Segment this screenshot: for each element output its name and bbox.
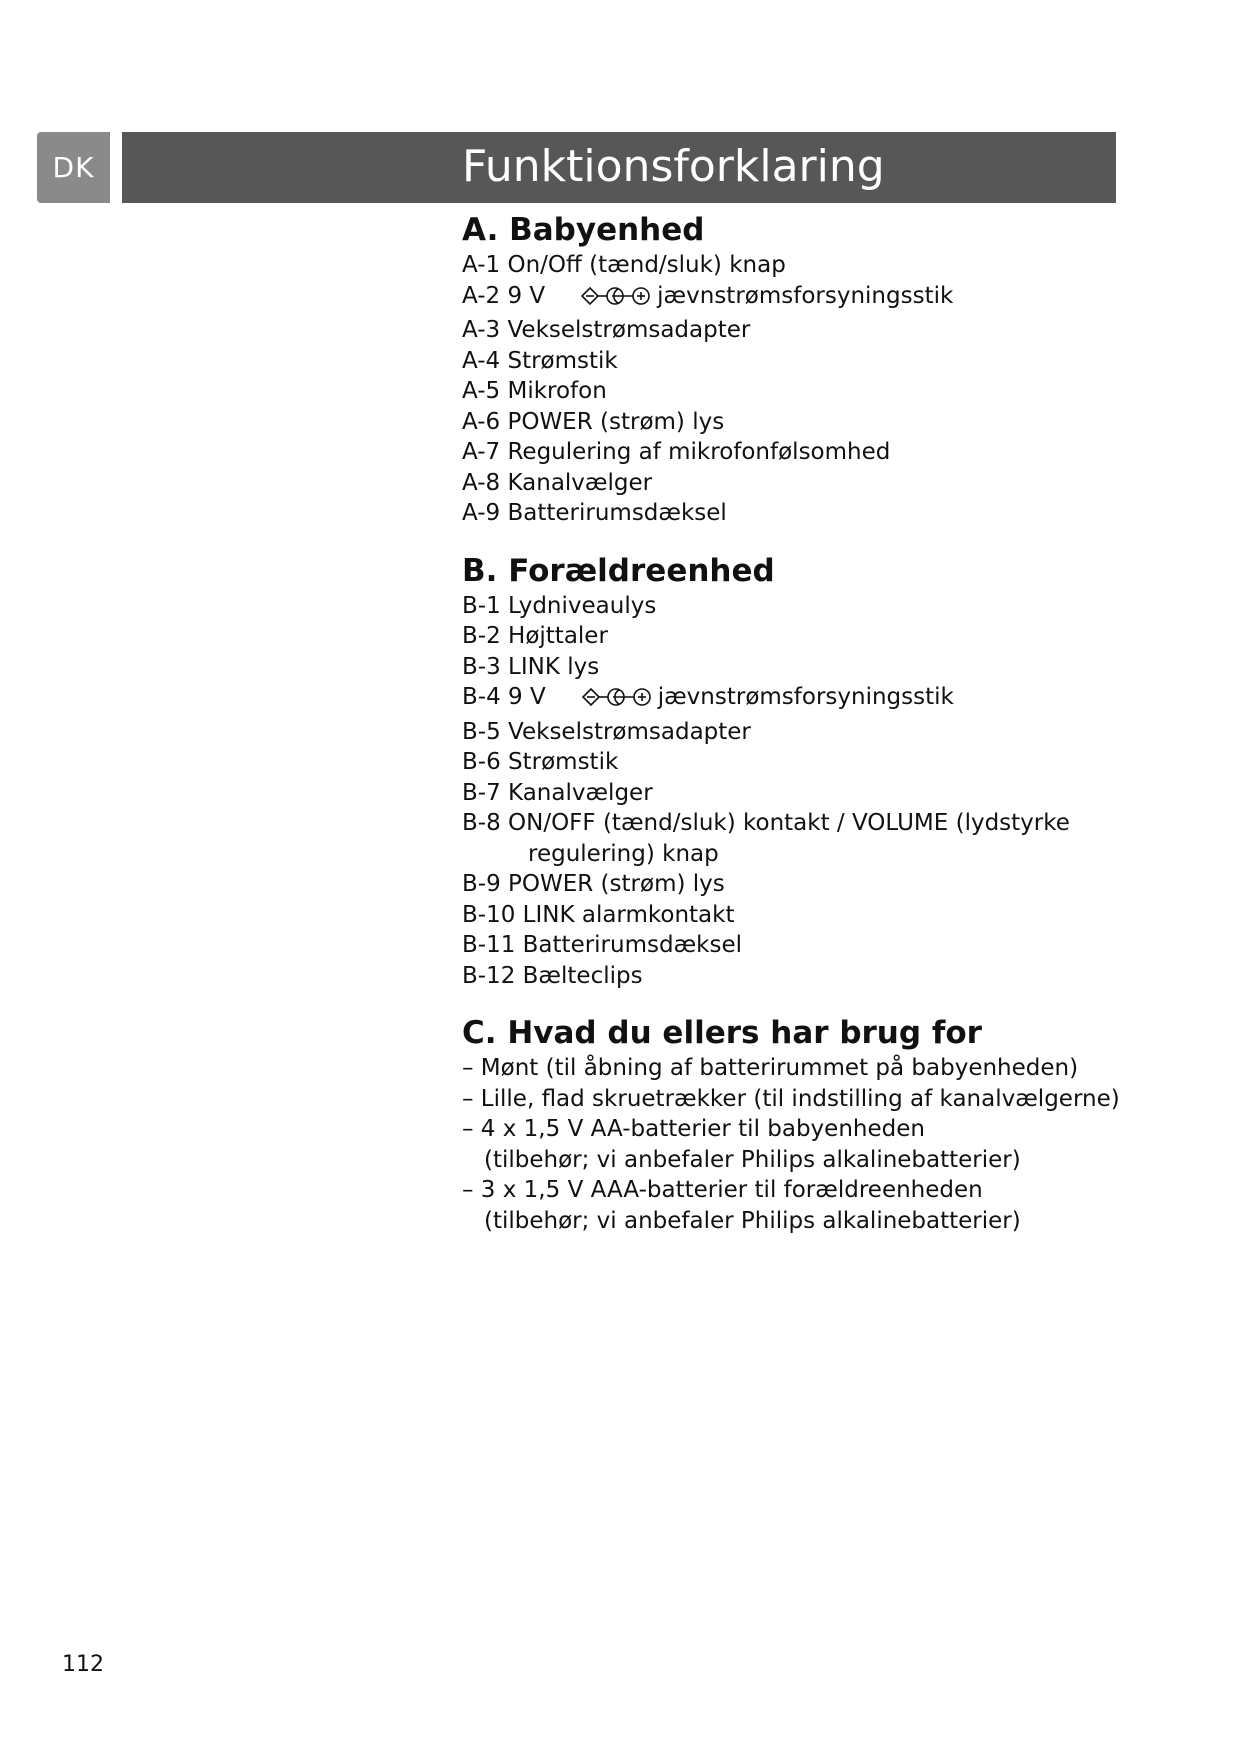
item-code: A-2 9 V — [462, 282, 546, 309]
content — [462, 210, 1120, 1236]
item-continuation: regulering) knap — [528, 840, 719, 867]
section-b-heading: B. Forældreenhed — [462, 552, 775, 589]
item-line: B-8 ON/OFF (tænd/sluk) kontakt / VOLUME (lydstyrke — [462, 810, 1070, 836]
dc-polarity-icon — [580, 686, 652, 717]
list-item: B-2 Højttaler — [462, 623, 608, 649]
list-item: B-6 Strømstik — [462, 749, 619, 775]
section-c-list — [462, 1053, 1120, 1236]
list-item: B-10 LINK alarmkontakt — [462, 901, 735, 928]
list-item: A-1 On/Off (tænd/sluk) knap — [462, 252, 786, 278]
section-a-heading: A. Babyenhed — [462, 212, 705, 248]
list-item — [462, 682, 1112, 717]
dc-polarity-icon — [579, 285, 651, 316]
page-number: 112 — [62, 1652, 104, 1677]
section-b-list — [462, 591, 1112, 992]
list-item: A-7 Regulering af mikrofonfølsomhed — [462, 439, 891, 465]
item-line: – 3 x 1,5 V AAA-batterier til forældreenheden — [462, 1177, 983, 1203]
item-desc: jævnstrømsforsyningsstik — [657, 684, 954, 710]
item-desc: jævnstrømsforsyningsstik — [657, 282, 954, 309]
item-line: – 4 x 1,5 V AA-batterier til babyenheden — [462, 1116, 925, 1142]
list-item: B-11 Batterirumsdæksel — [462, 932, 743, 958]
section-a-list — [462, 250, 1112, 529]
list-item: B-5 Vekselstrømsadapter — [462, 718, 751, 745]
list-item: A-8 Kanalvælger — [462, 469, 653, 496]
list-item: – Lille, flad skruetrækker (til indstilling af kanalvælgerne) — [462, 1085, 1120, 1112]
title-bar — [122, 132, 1116, 203]
list-item: B-12 Bælteclips — [462, 962, 643, 989]
list-item: B-3 LINK lys — [462, 653, 600, 680]
list-item — [462, 808, 1112, 869]
section-c-heading: C. Hvad du ellers har brug for — [462, 1015, 982, 1051]
list-item: A-9 Batterirumsdæksel — [462, 500, 727, 526]
page-title: Funktionsforklaring — [462, 141, 885, 192]
language-tab: DK — [37, 132, 110, 203]
item-continuation: (tilbehør; vi anbefaler Philips alkalinebatterier) — [484, 1207, 1021, 1234]
list-item — [462, 1175, 1112, 1236]
item-code: B-4 9 V — [462, 684, 546, 710]
list-item: B-1 Lydniveaulys — [462, 592, 657, 619]
list-item: A-5 Mikrofon — [462, 378, 607, 404]
list-item — [462, 281, 1112, 316]
list-item: A-3 Vekselstrømsadapter — [462, 317, 751, 343]
item-continuation: (tilbehør; vi anbefaler Philips alkalinebatterier) — [484, 1146, 1021, 1173]
list-item: A-4 Strømstik — [462, 347, 618, 374]
list-item: B-9 POWER (strøm) lys — [462, 871, 725, 897]
list-item: B-7 Kanalvælger — [462, 779, 653, 806]
list-item: – Mønt (til åbning af batterirummet på babyenheden) — [462, 1055, 1079, 1081]
list-item — [462, 1114, 1112, 1175]
list-item: A-6 POWER (strøm) lys — [462, 408, 725, 435]
